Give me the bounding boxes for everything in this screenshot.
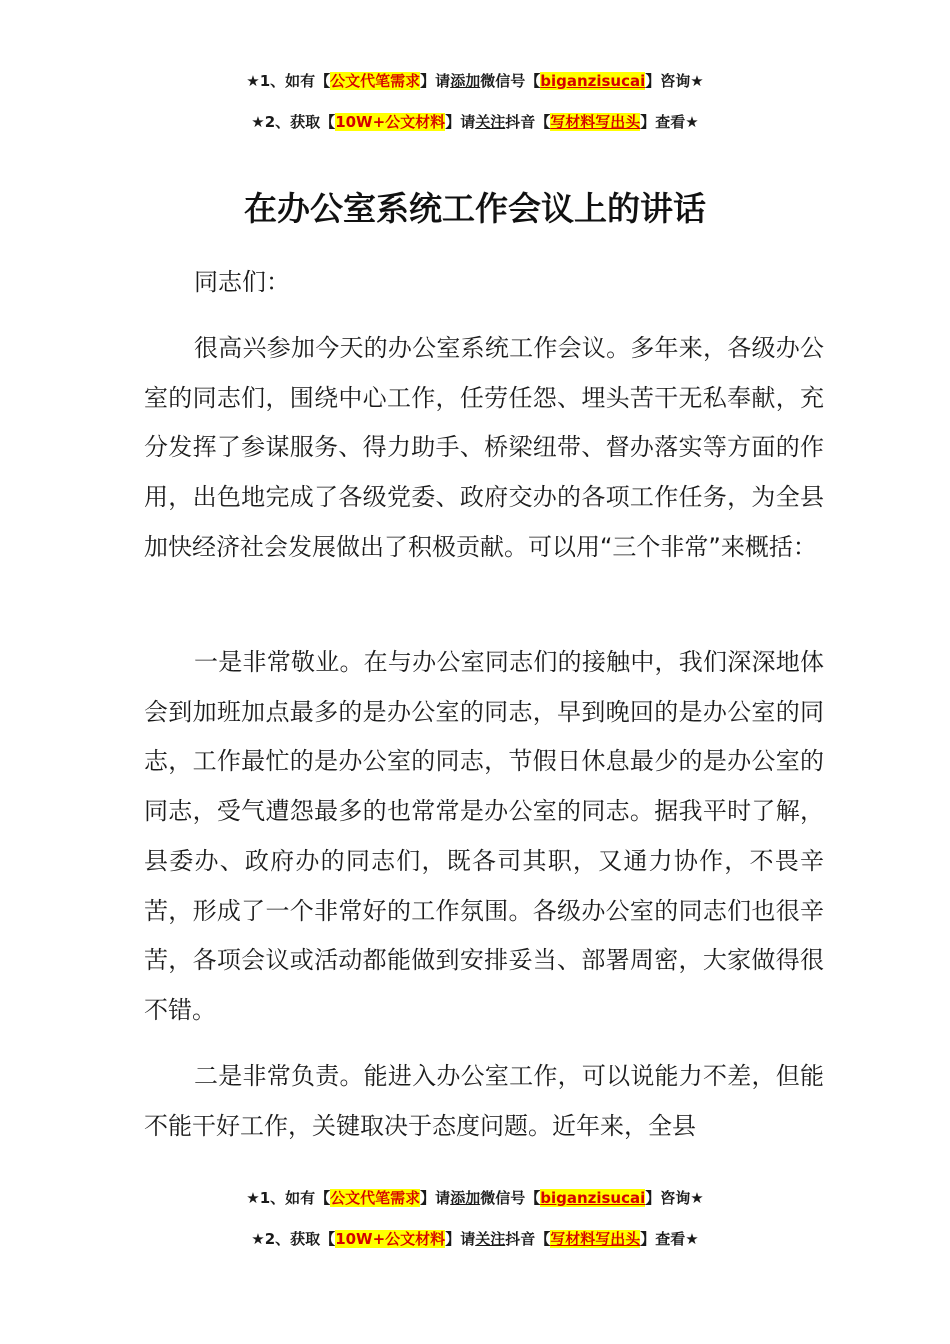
wechat-id: biganzisucai — [540, 1189, 646, 1207]
ad-highlight: 公文代笔需求 — [330, 72, 421, 90]
top-ad-line-1: ★1、如有【公文代笔需求】请添加微信号【biganzisucai】咨询★ — [246, 72, 704, 90]
ad-underline: 关注 — [475, 113, 506, 131]
douyin-id: 写材料写出头 — [550, 113, 641, 131]
document-title: 在办公室系统工作会议上的讲话 — [244, 189, 706, 228]
wechat-id: biganzisucai — [540, 72, 646, 90]
ad-underline: 关注 — [475, 1230, 506, 1248]
ad-highlight: 10W+公文材料 — [335, 113, 446, 131]
ad-underline: 添加 — [450, 72, 481, 90]
paragraph-1: 很高兴参加今天的办公室系统工作会议。多年来，各级办公室的同志们，围绕中心工作，任劳任怨、埋头苦干无私奉献，充分发挥了参谋服务、得力助手、桥梁纽带、督办落实等方面的作用，出色地完成了各级党委、政府交办的各项工作任务，为全县加快经济社会发展做出了积极贡献。可以用“三个非常”来概括： — [144, 334, 824, 561]
salutation: 同志们： — [194, 268, 290, 296]
paragraph-3: 二是非常负责。能进入办公室工作，可以说能力不差，但能不能干好工作，关键取决于态度问题。近年来，全县 — [144, 1062, 824, 1140]
ad-underline: 添加 — [450, 1189, 481, 1207]
ad-highlight: 公文代笔需求 — [330, 1189, 421, 1207]
bottom-ad-line-1: ★1、如有【公文代笔需求】请添加微信号【biganzisucai】咨询★ — [246, 1189, 704, 1207]
paragraph-2: 一是非常敬业。在与办公室同志们的接触中，我们深深地体会到加班加点最多的是办公室的同志，早到晚回的是办公室的同志，工作最忙的是办公室的同志，节假日休息最少的是办公室的同志，受气遭怨最多的也常常是办公室的同志。据我平时了解，县委办、政府办的同志们，既各司其职，又通力协作，不畏辛苦，形成了一个非常好的工作氛围。各级办公室的同志们也很辛苦，各项会议或活动都能做到安排妥当、部署周密，大家做得很不错。 — [144, 648, 824, 1024]
douyin-id: 写材料写出头 — [550, 1230, 641, 1248]
ad-highlight: 10W+公文材料 — [335, 1230, 446, 1248]
top-ad-line-2: ★2、获取【10W+公文材料】请关注抖音【写材料写出头】查看★ — [251, 113, 699, 131]
bottom-ad-line-2: ★2、获取【10W+公文材料】请关注抖音【写材料写出头】查看★ — [251, 1230, 699, 1248]
